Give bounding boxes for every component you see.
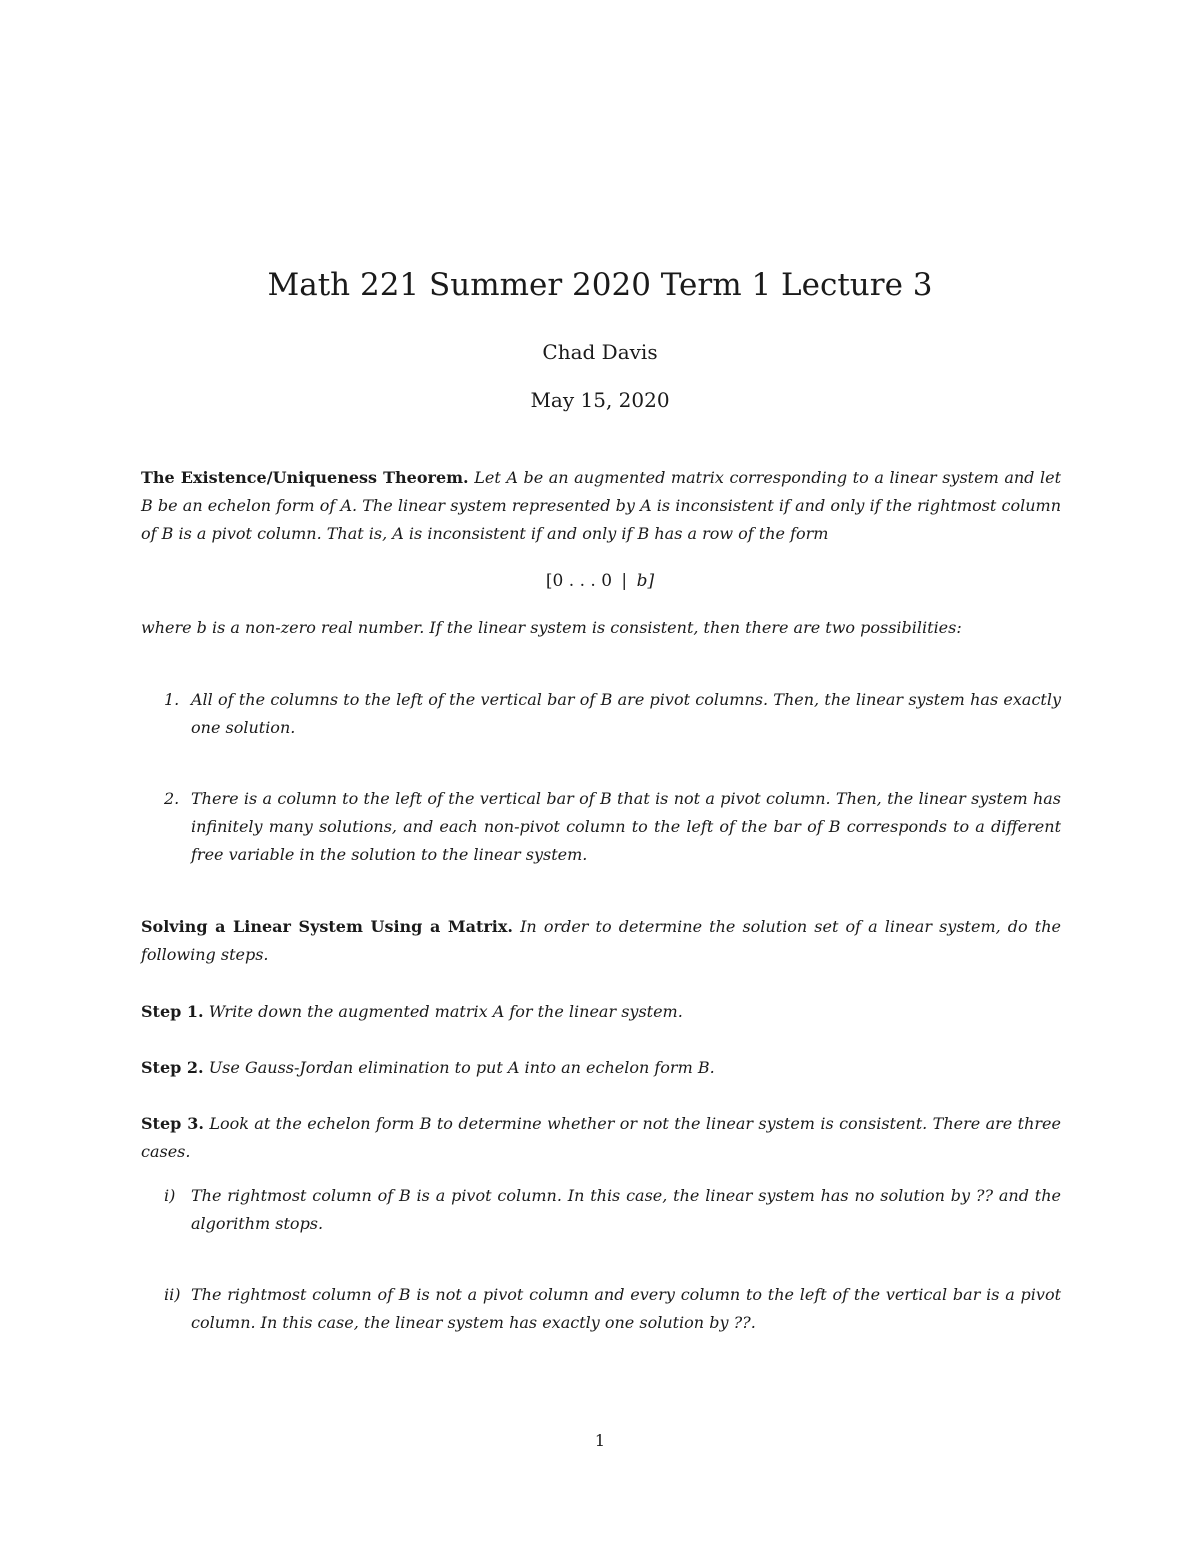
- theorem-heading: The Existence/Uniqueness Theorem.: [141, 468, 469, 487]
- page-number: 1: [594, 1431, 606, 1450]
- step-text: Look at the echelon form B to determine whether or not the linear system is consistent. There are three cases.: [141, 1114, 1061, 1161]
- algorithm-intro: In order to determine the solution set of a linear system, do the following steps.: [141, 917, 1061, 964]
- step-label: Step 2.: [141, 1058, 204, 1077]
- document-date: May 15, 2020: [530, 388, 670, 412]
- algorithm-heading: Solving a Linear System Using a Matrix.: [141, 917, 513, 936]
- formula-left: [0 . . . 0: [545, 571, 613, 591]
- list-item: [164, 686, 1061, 742]
- formula-right: b]: [636, 571, 655, 591]
- theorem-body: Let A be an augmented matrix corresponding to a linear system and let B be an echelon form of A. The linear system represented by A is inconsistent if and only if the rightmost column of B is a pivot column. That is, A is inconsistent if and only if B has a row of the form: [141, 468, 1062, 543]
- step-paragraph: [141, 1054, 1061, 1082]
- formula-bar: |: [621, 571, 628, 591]
- list-item-text: All of the columns to the left of the vertical bar of B are pivot columns. Then, the linear system has exactly one solution.: [191, 690, 1061, 737]
- step-label: Step 3.: [141, 1114, 204, 1133]
- case-marker: i): [164, 1186, 176, 1205]
- list-item: [164, 785, 1061, 869]
- case-text: The rightmost column of B is a pivot column. In this case, the linear system has no solution by ?? and the algorithm stops.: [191, 1186, 1061, 1233]
- row-form-formula: [0, 566, 1200, 596]
- case-item: [164, 1182, 1061, 1238]
- list-item-text: There is a column to the left of the vertical bar of B that is not a pivot column. Then, the linear system has infinitely many solutions, and each non-pivot column to the left of the bar of B corresponds to a different free variable in the solution to the linear system.: [191, 789, 1061, 864]
- step-paragraph: [141, 1110, 1061, 1166]
- step-text: Use Gauss-Jordan elimination to put A into an echelon form B.: [208, 1058, 715, 1077]
- list-item-marker: 2.: [164, 789, 180, 808]
- step-paragraph: [141, 998, 1061, 1026]
- step-label: Step 1.: [141, 1002, 204, 1021]
- after-formula-paragraph: where b is a non-zero real number. If the linear system is consistent, then there are two possibilities:: [141, 618, 962, 637]
- algorithm-paragraph: [141, 913, 1061, 969]
- theorem-paragraph: [141, 464, 1061, 548]
- document-author: Chad Davis: [542, 340, 658, 364]
- case-marker: ii): [164, 1285, 181, 1304]
- case-text: The rightmost column of B is not a pivot column and every column to the left of the vertical bar is a pivot column. In this case, the linear system has exactly one solution by ??.: [191, 1285, 1061, 1332]
- step-text: Write down the augmented matrix A for the linear system.: [208, 1002, 683, 1021]
- document-title: Math 221 Summer 2020 Term 1 Lecture 3: [267, 267, 933, 303]
- list-item-marker: 1.: [164, 690, 180, 709]
- case-item: [164, 1281, 1061, 1337]
